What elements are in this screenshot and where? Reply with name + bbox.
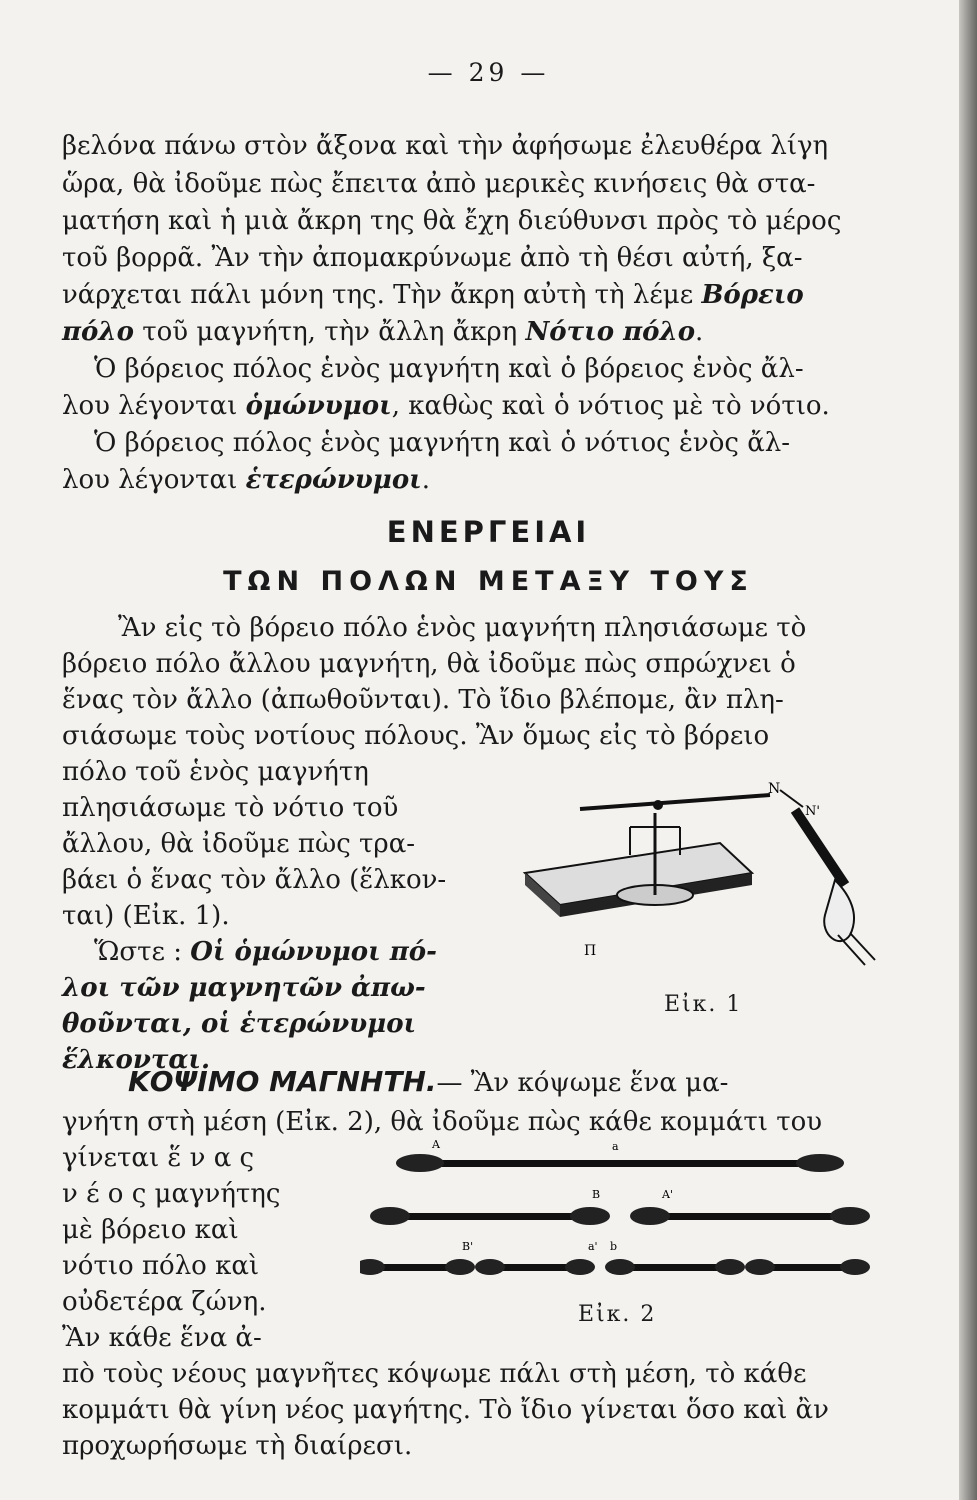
text-line: γίνεται ἕ ν α ς: [62, 1143, 255, 1173]
text-segment: .: [695, 317, 704, 347]
term-boreio: Βόρειο: [701, 280, 804, 310]
text-line: [62, 388, 830, 424]
text-line: πὸ τοὺς νέους μαγνῆτες κόψωμε πάλι στὴ μέση, τὸ κάθε: [62, 1359, 807, 1389]
term-notio: Νότιο πόλο: [525, 317, 696, 347]
term-homonymoi: ὁμώνυμοι: [245, 391, 392, 421]
term-heteronymoi: ἑτερώνυμοι: [245, 465, 422, 495]
text-line: γνήτη στὴ μέση (Εἰκ. 2), θὰ ἰδοῦμε πὼς κάθε κομμάτι του: [62, 1107, 823, 1137]
text-line: Ἂν κάθε ἕνα ἀ-: [62, 1323, 262, 1353]
text-segment: — Ἂν κόψωμε ἕνα μα-: [436, 1068, 729, 1098]
text-line: ν έ ο ς μαγνήτης: [62, 1179, 281, 1209]
text-line: κομμάτι θὰ γίνη νέος μαγήτης. Τὸ ἴδιο γίνεται ὅσο καὶ ἂν: [62, 1395, 829, 1425]
figure-2-letter: B': [462, 1240, 474, 1253]
text-line: σιάσωμε τοὺς νοτίους πόλους. Ἂν ὅμως εἰς τὸ βόρειο: [62, 721, 770, 751]
text-line: τοῦ βορρᾶ. Ἂν τὴν ἀπομακρύνωμε ἀπὸ τὴ θέσι αὐτή, ξα-: [62, 243, 803, 273]
figure-2-cut-magnets: [360, 1140, 890, 1300]
text-line: βόρειο πόλο ἄλλου μαγνήτη, θὰ ἰδοῦμε πὼς σπρώχνει ὁ: [62, 649, 796, 679]
text-segment: Ὥστε :: [94, 937, 191, 967]
rule-text: θοῦνται, οἱ ἑτερώνυμοι: [62, 1009, 417, 1039]
figure-2-letter: a: [612, 1140, 619, 1153]
rule-text: Οἱ ὁμώνυμοι πό-: [190, 937, 437, 967]
text-segment: νάρχεται πάλι μόνη της. Τὴν ἄκρη αὐτὴ τὴ λέμε: [62, 280, 702, 310]
text-line: [94, 934, 437, 970]
figure-2-letter: a': [588, 1240, 598, 1253]
text-segment: λου λέγονται: [62, 391, 246, 421]
text-line: ται) (Εἰκ. 1).: [62, 901, 230, 931]
rule-text: ἕλκονται.: [62, 1045, 211, 1075]
term-polo: πόλο: [62, 317, 134, 347]
text-segment: τοῦ μαγνήτη, τὴν ἄλλη ἄκρη: [133, 317, 526, 347]
page-number: — 29 —: [427, 58, 550, 87]
text-line: ὥρα, θὰ ἰδοῦμε πὼς ἔπειτα ἀπὸ μερικὲς κινήσεις θὰ στα-: [62, 169, 816, 199]
figure-1-caption: Εἰκ. 1: [664, 992, 743, 1017]
text-line: [62, 277, 804, 313]
text-line: πλησιάσωμε τὸ νότιο τοῦ: [62, 793, 399, 823]
text-line: Ὁ βόρειος πόλος ἑνὸς μαγνήτη καὶ ὁ βόρειος ἑνὸς ἄλ-: [94, 354, 804, 384]
text-line: νότιο πόλο καὶ: [62, 1251, 260, 1281]
figure-2-letter: b: [610, 1240, 618, 1253]
section-title: ΚΟΨΙΜΟ ΜΑΓΝΗΤΗ.: [128, 1065, 437, 1098]
text-segment: λου λέγονται: [62, 465, 246, 495]
figure-2-letter: A: [432, 1140, 440, 1151]
text-line: [62, 462, 430, 498]
page-edge: [959, 0, 977, 1500]
text-line: Ὁ βόρειος πόλος ἑνὸς μαγνήτη καὶ ὁ νότιος ἑνὸς ἄλ-: [94, 428, 791, 458]
text-line: βάει ὁ ἕνας τὸν ἄλλο (ἕλκον-: [62, 865, 447, 895]
text-line: Ἂν εἰς τὸ βόρειο πόλο ἑνὸς μαγνήτη πλησιάσωμε τὸ: [118, 613, 807, 643]
text-line: πόλο τοῦ ἑνὸς μαγνήτη: [62, 757, 369, 787]
heading-ton-polon: ΤΩΝ ΠΟΛΩΝ ΜΕΤΑΞΥ ΤΟΥΣ: [223, 566, 754, 597]
text-line: μὲ βόρειο καὶ: [62, 1215, 239, 1245]
figure-1-label-n: N: [768, 781, 781, 797]
figure-2-caption: Εἰκ. 2: [578, 1302, 657, 1327]
figure-1-magnet-experiment: [520, 765, 900, 980]
rule-text: λοι τῶν μαγνητῶν ἀπω-: [62, 973, 426, 1003]
figure-2-letter: A': [662, 1188, 673, 1201]
text-segment: .: [421, 465, 431, 495]
heading-energeiai: ΕΝΕΡΓΕΙΑΙ: [386, 515, 591, 549]
text-line: [128, 1064, 728, 1101]
text-line: βελόνα πάνω στὸν ἄξονα καὶ τὴν ἀφήσωμε ἐλευθέρα λίγη: [62, 131, 829, 161]
text-line: οὐδετέρα ζώνη.: [62, 1287, 267, 1317]
text-line: προχωρήσωμε τὴ διαίρεσι.: [62, 1431, 413, 1461]
text-line: ἕνας τὸν ἄλλο (ἀπωθοῦνται). Τὸ ἴδιο βλέπομε, ἂν πλη-: [62, 685, 784, 715]
figure-1-label-pi: Π: [584, 943, 597, 959]
text-line: ἄλλου, θὰ ἰδοῦμε πὼς τρα-: [62, 829, 416, 859]
text-line: [62, 314, 703, 350]
text-line: ματήση καὶ ἡ μιὰ ἄκρη της θὰ ἔχη διεύθυνσι πρὸς τὸ μέρος: [62, 206, 842, 236]
figure-2-letter: B: [592, 1188, 601, 1201]
text-segment: , καθὼς καὶ ὁ νότιος μὲ τὸ νότιο.: [391, 391, 830, 421]
figure-1-label-n2: N': [805, 804, 820, 819]
